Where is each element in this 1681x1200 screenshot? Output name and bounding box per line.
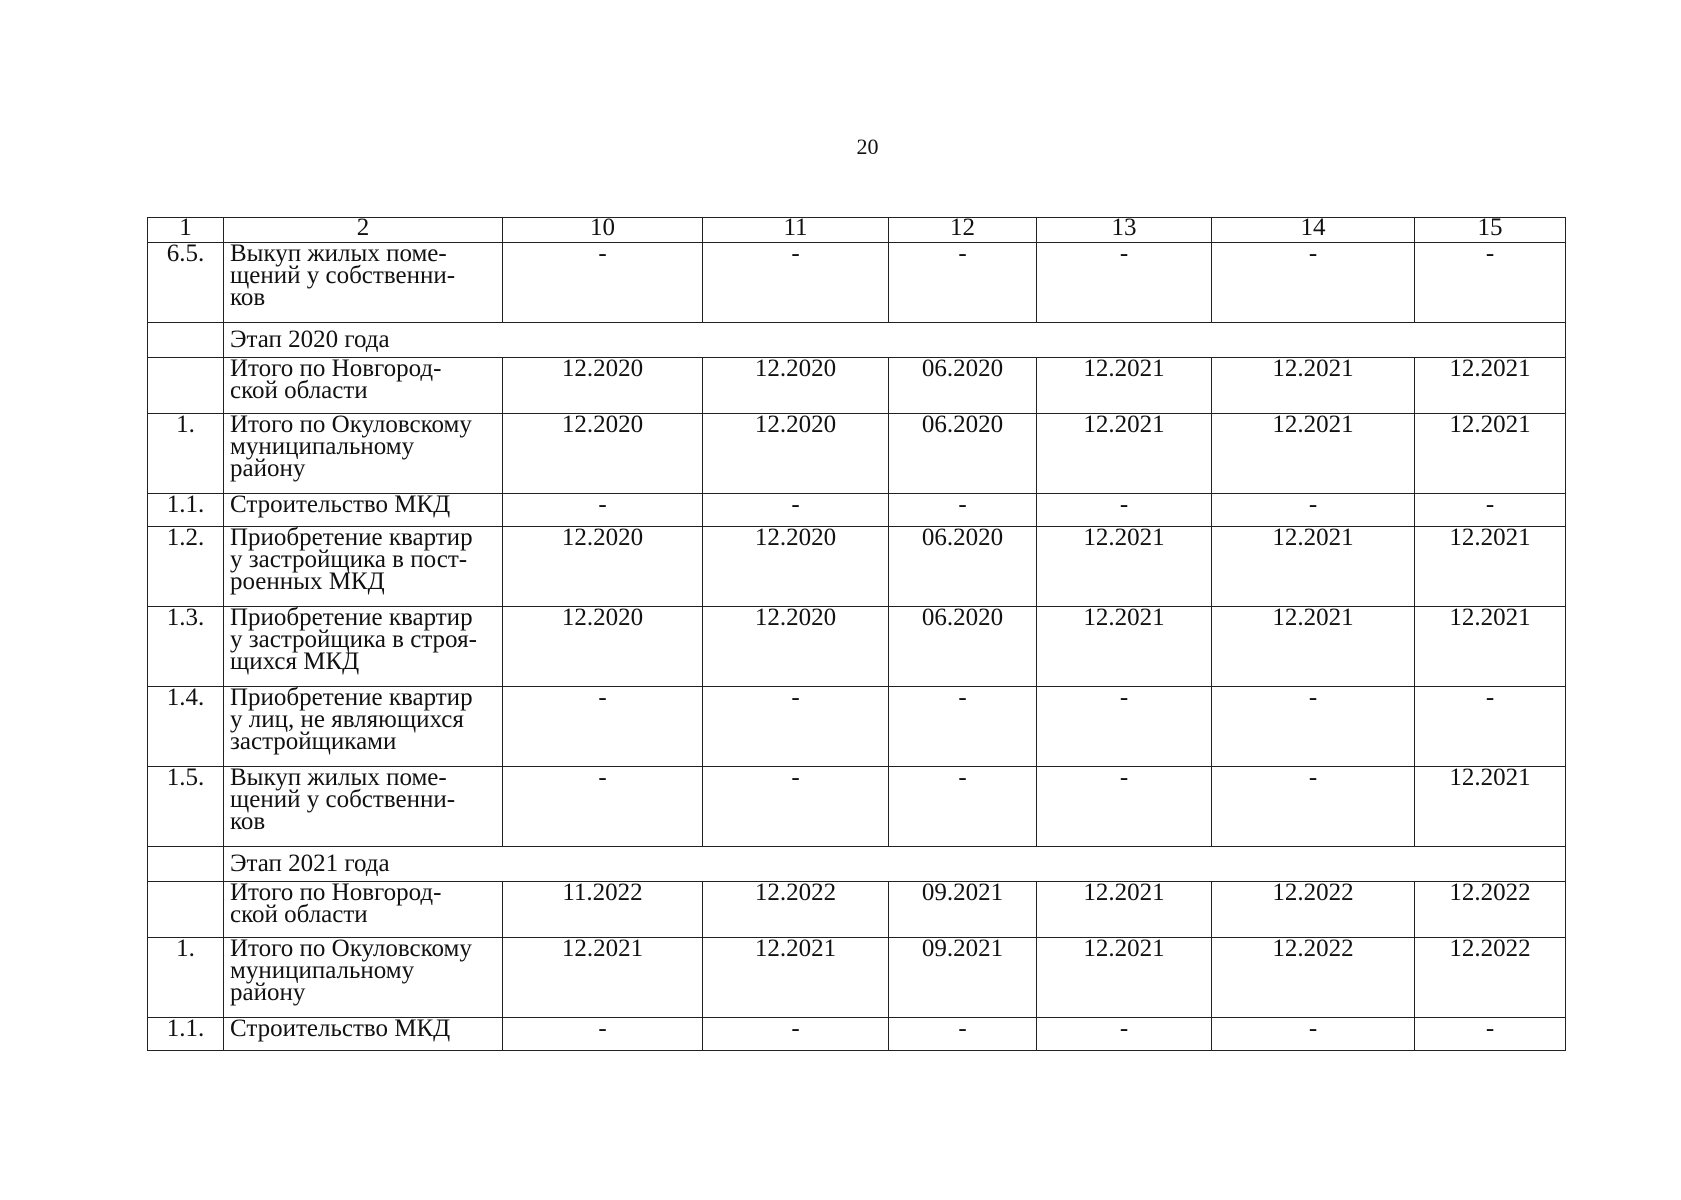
stage-label: Этап 2021 года: [224, 847, 1566, 882]
row-value: 06.2020: [889, 607, 1037, 687]
table-row: [148, 243, 1566, 323]
row-number: 1.2.: [148, 527, 224, 607]
col-header: 13: [1037, 218, 1212, 243]
row-name: Итого по Окуловскому муниципальному району: [224, 414, 503, 494]
row-number: [148, 882, 224, 938]
table-row: [148, 687, 1566, 767]
row-value: -: [889, 243, 1037, 323]
row-number: 1.: [148, 414, 224, 494]
row-value: 12.2021: [1212, 414, 1415, 494]
row-value: -: [503, 243, 703, 323]
table-row: [148, 1018, 1566, 1051]
row-name: Итого по Окуловскому муниципальному району: [224, 938, 503, 1018]
row-value: -: [1037, 243, 1212, 323]
row-name: Итого по Новгород- ской области: [224, 358, 503, 414]
row-value: -: [1037, 687, 1212, 767]
row-value: 12.2020: [703, 527, 889, 607]
stage-row: [148, 323, 1566, 358]
table-body: [148, 240, 1566, 1051]
row-value: 12.2021: [1212, 607, 1415, 687]
row-name: Выкуп жилых поме- щений у собственни- ков: [224, 767, 503, 847]
row-name: Выкуп жилых поме- щений у собственни- ков: [224, 243, 503, 323]
table-row: [148, 767, 1566, 847]
row-value: 12.2020: [503, 414, 703, 494]
row-name: Приобретение квартир у лиц, не являющихся застройщиками: [224, 687, 503, 767]
table-row: [148, 938, 1566, 1018]
col-header: 14: [1212, 218, 1415, 243]
row-value: -: [1212, 243, 1415, 323]
row-value: 09.2021: [889, 882, 1037, 938]
row-value: -: [703, 494, 889, 527]
row-value: 12.2021: [1415, 527, 1566, 607]
row-value: 12.2022: [1415, 882, 1566, 938]
row-value: -: [1212, 687, 1415, 767]
row-value: -: [889, 687, 1037, 767]
row-value: -: [1415, 687, 1566, 767]
row-value: 12.2021: [1212, 527, 1415, 607]
row-value: -: [1415, 494, 1566, 527]
row-value: -: [503, 494, 703, 527]
row-value: 12.2021: [1037, 358, 1212, 414]
row-value: 06.2020: [889, 414, 1037, 494]
row-value: 12.2020: [703, 358, 889, 414]
row-value: 06.2020: [889, 527, 1037, 607]
page-number: 20: [856, 134, 879, 159]
table-row: [148, 882, 1566, 938]
row-value: 12.2021: [1037, 607, 1212, 687]
row-value: 12.2021: [1415, 767, 1566, 847]
table-row: [148, 607, 1566, 687]
table-row: [148, 527, 1566, 607]
row-value: 12.2020: [503, 607, 703, 687]
row-value: 12.2022: [703, 882, 889, 938]
row-value: 09.2021: [889, 938, 1037, 1018]
row-value: -: [503, 767, 703, 847]
col-header: 10: [503, 218, 703, 243]
row-name: Строительство МКД: [224, 494, 503, 527]
row-name: Строительство МКД: [224, 1018, 503, 1051]
row-value: 12.2021: [1415, 358, 1566, 414]
row-value: 12.2020: [703, 607, 889, 687]
row-name: Итого по Новгород- ской области: [224, 882, 503, 938]
stage-number-cell: [148, 323, 224, 358]
row-value: -: [1415, 1018, 1566, 1051]
row-value: 12.2021: [1037, 938, 1212, 1018]
row-name: Приобретение квартир у застройщика в строя- щихся МКД: [224, 607, 503, 687]
row-value: -: [703, 1018, 889, 1051]
row-value: 12.2021: [1415, 607, 1566, 687]
row-value: 12.2021: [1037, 414, 1212, 494]
row-value: 12.2021: [1415, 414, 1566, 494]
row-value: -: [889, 1018, 1037, 1051]
col-header: 11: [703, 218, 889, 243]
row-value: -: [1037, 1018, 1212, 1051]
row-value: 12.2022: [1212, 882, 1415, 938]
schedule-table: [147, 214, 1566, 1051]
table-row: [148, 494, 1566, 527]
row-number: 1.: [148, 938, 224, 1018]
row-number: 1.1.: [148, 1018, 224, 1051]
row-value: 11.2022: [503, 882, 703, 938]
row-number: 1.5.: [148, 767, 224, 847]
row-value: -: [1212, 767, 1415, 847]
row-value: -: [1415, 243, 1566, 323]
row-value: 12.2022: [1212, 938, 1415, 1018]
stage-row: [148, 847, 1566, 882]
row-number: 1.4.: [148, 687, 224, 767]
col-header: 12: [889, 218, 1037, 243]
row-number: 1.1.: [148, 494, 224, 527]
table-row: [148, 414, 1566, 494]
row-value: 12.2021: [1212, 358, 1415, 414]
row-value: 06.2020: [889, 358, 1037, 414]
row-value: -: [889, 494, 1037, 527]
row-value: 12.2020: [503, 358, 703, 414]
row-value: 12.2021: [503, 938, 703, 1018]
row-value: 12.2020: [703, 414, 889, 494]
row-value: -: [1212, 1018, 1415, 1051]
col-header: 2: [224, 218, 503, 243]
row-value: 12.2021: [703, 938, 889, 1018]
row-value: -: [1037, 494, 1212, 527]
stage-number-cell: [148, 847, 224, 882]
row-value: -: [703, 243, 889, 323]
header-row: [148, 218, 1566, 243]
row-value: -: [703, 767, 889, 847]
row-value: -: [1212, 494, 1415, 527]
row-value: 12.2022: [1415, 938, 1566, 1018]
row-value: -: [503, 687, 703, 767]
row-number: [148, 358, 224, 414]
row-value: -: [703, 687, 889, 767]
stage-label: Этап 2020 года: [224, 323, 1566, 358]
row-number: 1.3.: [148, 607, 224, 687]
row-value: -: [889, 767, 1037, 847]
col-header: 15: [1415, 218, 1566, 243]
row-value: 12.2021: [1037, 527, 1212, 607]
row-value: 12.2021: [1037, 882, 1212, 938]
col-header: 1: [148, 218, 224, 243]
row-number: 6.5.: [148, 243, 224, 323]
row-value: -: [1037, 767, 1212, 847]
row-value: 12.2020: [503, 527, 703, 607]
row-value: -: [503, 1018, 703, 1051]
table-row: [148, 358, 1566, 414]
row-name: Приобретение квартир у застройщика в пост- роенных МКД: [224, 527, 503, 607]
